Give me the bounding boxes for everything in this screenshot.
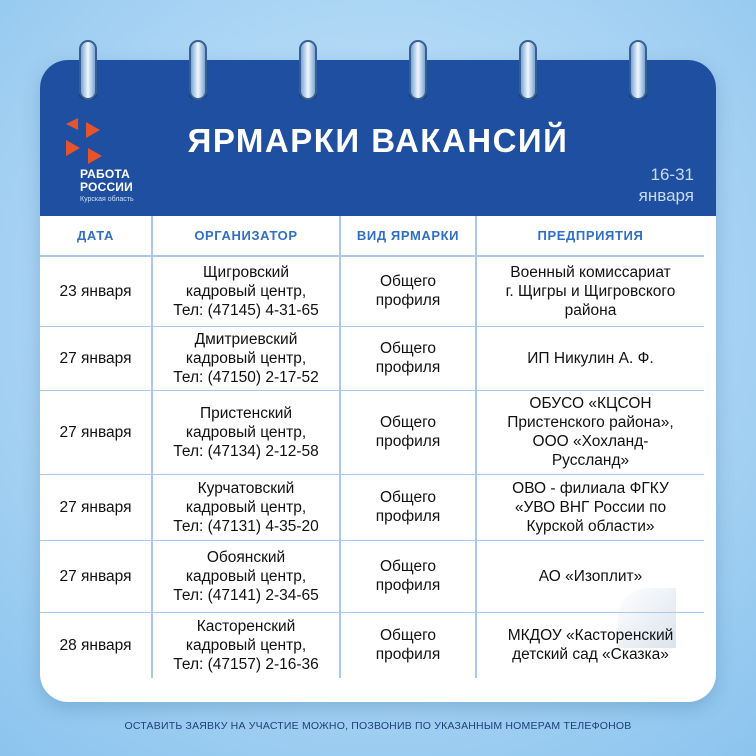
- logo-arrows-icon: [64, 118, 116, 168]
- table-row: [40, 326, 704, 390]
- page-title: ЯРМАРКИ ВАКАНСИЙ: [187, 122, 569, 159]
- cell-organizer: [152, 390, 340, 474]
- cell-date: 27 января: [40, 540, 152, 612]
- organizer-line: кадровый центр,: [185, 567, 307, 585]
- company-line: детский сад «Сказка»: [512, 646, 669, 664]
- cell-fair-type: [340, 540, 476, 612]
- organizer-phone: Тел: (47150) 2-17-52: [173, 368, 319, 386]
- date-range: 16-31: [650, 165, 694, 184]
- date-range-badge: [639, 164, 694, 206]
- company-line: МКДОУ «Касторенский: [507, 627, 674, 645]
- cell-fair-type: [340, 256, 476, 326]
- organizer-line: Обоянский: [206, 548, 286, 566]
- company-line: АО «Изоплит»: [538, 567, 643, 585]
- cell-fair-type: [340, 612, 476, 678]
- cell-date: 27 января: [40, 474, 152, 540]
- organizer-line: кадровый центр,: [185, 423, 307, 441]
- cell-organizer: [152, 326, 340, 390]
- cell-organizer: [152, 256, 340, 326]
- cell-organizer: [152, 540, 340, 612]
- brand-name-line2: РОССИИ: [80, 180, 133, 194]
- brand-name: [80, 168, 133, 194]
- organizer-phone: Тел: (47157) 2-16-36: [173, 655, 319, 673]
- organizer-line: кадровый центр,: [185, 282, 307, 300]
- cell-companies: [476, 612, 704, 678]
- company-line: Руссланд»: [551, 452, 630, 469]
- job-fairs-table: [40, 216, 704, 678]
- organizer-phone: Тел: (47134) 2-12-58: [173, 442, 319, 460]
- company-line: района: [564, 301, 617, 319]
- organizer-line: кадровый центр,: [185, 498, 307, 516]
- binder-ring: [629, 40, 647, 100]
- company-line: ООО «Хохланд-: [532, 433, 649, 450]
- fair-type-line: Общего: [379, 414, 437, 431]
- fair-type-line: профиля: [375, 646, 441, 664]
- fair-type-line: Общего: [379, 273, 437, 291]
- binder-ring: [519, 40, 537, 100]
- brand-region: Курская область: [80, 196, 134, 203]
- column-header-fair-type: ВИД ЯРМАРКИ: [340, 216, 476, 256]
- fair-type-line: профиля: [375, 433, 441, 450]
- table-row: [40, 474, 704, 540]
- cell-date: 27 января: [40, 326, 152, 390]
- cell-fair-type: [340, 474, 476, 540]
- company-line: Курской области»: [526, 517, 655, 535]
- organizer-line: кадровый центр,: [185, 636, 307, 654]
- cell-companies: [476, 390, 704, 474]
- column-header-companies: ПРЕДПРИЯТИЯ: [476, 216, 704, 256]
- cell-companies: [476, 540, 704, 612]
- fair-type-line: Общего: [379, 627, 437, 645]
- organizer-line: кадровый центр,: [185, 349, 307, 367]
- organizer-line: Курчатовский: [197, 479, 295, 497]
- cell-fair-type: [340, 390, 476, 474]
- footer-note: ОСТАВИТЬ ЗАЯВКУ НА УЧАСТИЕ МОЖНО, ПОЗВОНИВ ПО УКАЗАННЫМ НОМЕРАМ ТЕЛЕФОНОВ: [124, 720, 632, 732]
- fair-type-line: профиля: [375, 577, 441, 594]
- binder-ring: [409, 40, 427, 100]
- company-line: Военный комиссариат: [510, 263, 671, 281]
- cell-companies: [476, 256, 704, 326]
- fair-type-line: профиля: [375, 292, 441, 310]
- organizer-phone: Тел: (47141) 2-34-65: [173, 586, 319, 604]
- cell-organizer: [152, 612, 340, 678]
- cell-date: 28 января: [59, 636, 132, 654]
- cell-organizer: [152, 474, 340, 540]
- table-header-row: [40, 216, 704, 256]
- brand-logo: [64, 118, 164, 208]
- cell-date: 27 января: [40, 390, 152, 474]
- table-row: [40, 540, 704, 612]
- binder-ring: [299, 40, 317, 100]
- table-row: [40, 390, 704, 474]
- binder-rings: [0, 0, 756, 110]
- binder-ring: [189, 40, 207, 100]
- fair-type-line: профиля: [375, 508, 441, 525]
- cell-date: 23 января: [40, 256, 152, 326]
- company-line: г. Щигры и Щигровского: [505, 282, 676, 300]
- column-header-organizer: ОРГАНИЗАТОР: [152, 216, 340, 256]
- fair-type-line: Общего: [379, 340, 437, 357]
- fair-type-line: профиля: [375, 359, 441, 376]
- company-line: «УВО ВНГ России по: [514, 498, 667, 516]
- fair-type-line: Общего: [379, 558, 437, 575]
- organizer-phone: Тел: (47145) 4-31-65: [173, 301, 319, 319]
- fair-type-line: Общего: [379, 489, 437, 506]
- organizer-line: Пристенский: [199, 404, 293, 422]
- brand-name-line1: РАБОТА: [80, 167, 131, 181]
- cell-companies: [476, 474, 704, 540]
- table-row: [40, 256, 704, 326]
- cell-companies: [476, 326, 704, 390]
- organizer-line: Дмитриевский: [194, 330, 298, 348]
- organizer-phone: Тел: (47131) 4-35-20: [173, 517, 319, 535]
- date-month: января: [638, 186, 694, 205]
- binder-ring: [79, 40, 97, 100]
- organizer-line: Касторенский: [196, 617, 296, 635]
- company-line: Пристенского района»,: [507, 414, 674, 431]
- company-line: ИП Никулин А. Ф.: [527, 349, 654, 367]
- column-header-date: ДАТА: [40, 216, 152, 256]
- company-line: ОВО - филиала ФГКУ: [512, 479, 669, 497]
- company-line: ОБУСО «КЦСОН: [529, 395, 652, 412]
- cell-fair-type: [340, 326, 476, 390]
- organizer-line: Щигровский: [203, 263, 289, 281]
- table-row: [40, 612, 704, 678]
